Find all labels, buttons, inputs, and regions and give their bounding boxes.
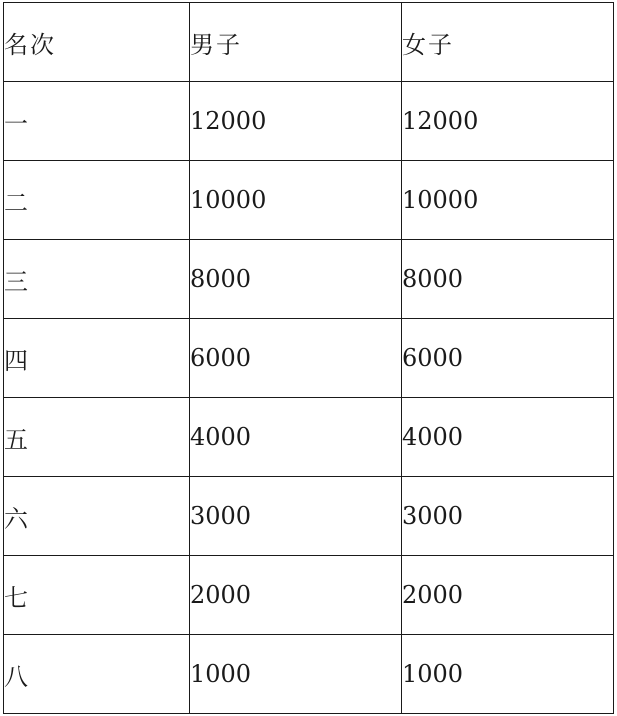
rank-cell: 三 bbox=[4, 240, 190, 319]
table-row bbox=[4, 82, 614, 161]
header-row bbox=[4, 3, 614, 82]
header-men: 男子 bbox=[190, 3, 402, 82]
table-row bbox=[4, 398, 614, 477]
rank-cell: 七 bbox=[4, 556, 190, 635]
men-value-cell: 8000 bbox=[190, 240, 402, 319]
rank-cell: 四 bbox=[4, 319, 190, 398]
rank-cell: 八 bbox=[4, 635, 190, 714]
table-row bbox=[4, 556, 614, 635]
table-row bbox=[4, 635, 614, 714]
prize-table bbox=[3, 2, 614, 714]
table-row bbox=[4, 240, 614, 319]
men-value-cell: 2000 bbox=[190, 556, 402, 635]
women-value-cell: 8000 bbox=[402, 240, 614, 319]
table-row bbox=[4, 161, 614, 240]
men-value-cell: 6000 bbox=[190, 319, 402, 398]
men-value-cell: 12000 bbox=[190, 82, 402, 161]
table-row bbox=[4, 477, 614, 556]
prize-table-container bbox=[3, 2, 613, 712]
women-value-cell: 6000 bbox=[402, 319, 614, 398]
women-value-cell: 1000 bbox=[402, 635, 614, 714]
men-value-cell: 10000 bbox=[190, 161, 402, 240]
men-value-cell: 4000 bbox=[190, 398, 402, 477]
women-value-cell: 12000 bbox=[402, 82, 614, 161]
men-value-cell: 3000 bbox=[190, 477, 402, 556]
rank-cell: 二 bbox=[4, 161, 190, 240]
women-value-cell: 10000 bbox=[402, 161, 614, 240]
women-value-cell: 4000 bbox=[402, 398, 614, 477]
rank-cell: 一 bbox=[4, 82, 190, 161]
rank-cell: 六 bbox=[4, 477, 190, 556]
women-value-cell: 3000 bbox=[402, 477, 614, 556]
header-women: 女子 bbox=[402, 3, 614, 82]
table-row bbox=[4, 319, 614, 398]
rank-cell: 五 bbox=[4, 398, 190, 477]
table-body bbox=[4, 3, 614, 714]
header-rank: 名次 bbox=[4, 3, 190, 82]
men-value-cell: 1000 bbox=[190, 635, 402, 714]
women-value-cell: 2000 bbox=[402, 556, 614, 635]
